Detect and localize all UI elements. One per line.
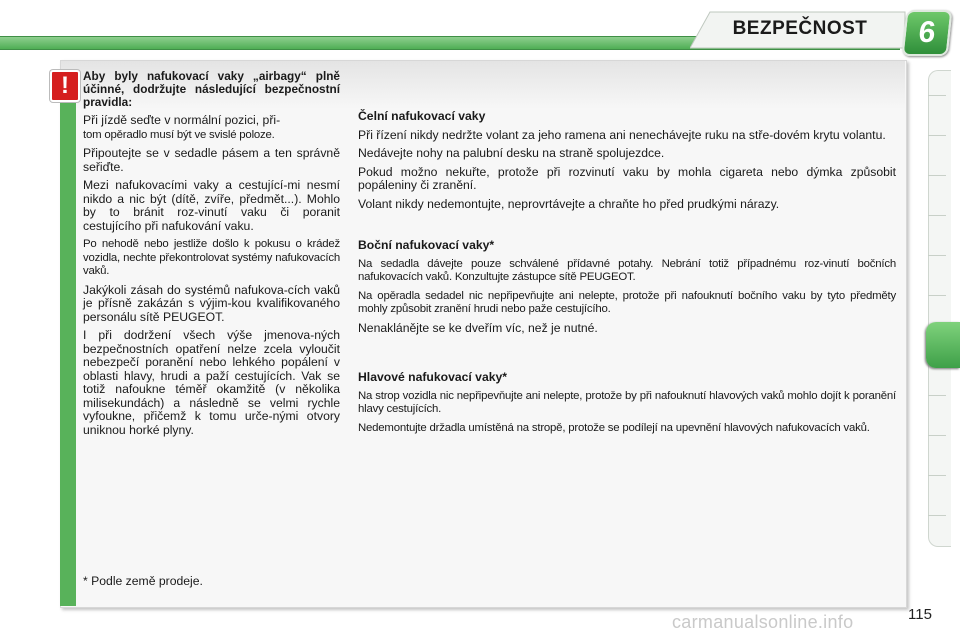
rule-seatbelt: Připoutejte se v sedadle pásem a ten správně seřiďte. <box>83 146 340 174</box>
side-airbags-text: Na opěradla sedadel nic nepřipevňujte ani nelepte, protože při nafouknutí bočního vaku by tyto předměty mohly způsobit zranění hrudi nebo paže cestujícího. <box>358 289 896 315</box>
head-airbags-text: Na strop vozidla nic nepřipevňujte ani nelepte, protože by při nafouknutí hlavových vaků mohlo dojít k poranění hlavy cestujících. <box>358 389 896 415</box>
warning-stripe <box>60 80 76 606</box>
tab-divider <box>928 95 946 96</box>
side-airbags-heading: Boční nafukovací vaky* <box>358 238 495 252</box>
safety-rules-heading: Aby byly nafukovací vaky „airbagy“ plně účinné, dodržujte následující bezpečnostní pravidla: <box>83 69 340 109</box>
rule-clear-space: Mezi nafukovacími vaky a cestující-mi nesmí nikdo a nic být (dítě, zvíře, předmět...). Mohlo by to bránit roz-vinutí vaku či poranit cestujícího při nafukování vaku. <box>83 178 340 233</box>
airbag-sections-column <box>358 110 896 440</box>
tab-divider <box>928 255 946 256</box>
rule-seating <box>83 114 340 142</box>
tab-divider <box>928 435 946 436</box>
tab-divider <box>928 515 946 516</box>
tab-divider <box>928 475 946 476</box>
rule-seating-line2: tom opěradlo musí být ve svislé poloze. <box>83 128 275 141</box>
watermark: carmanualsonline.info <box>672 612 854 632</box>
head-airbags-heading: Hlavové nafukovací vaky* <box>358 370 508 384</box>
tab-divider <box>928 215 946 216</box>
tab-divider <box>928 395 946 396</box>
rule-residual-risk: I při dodržení všech výše jmenova-ných bezpečnostních opatření nelze zcela vyloučit nebezpečí poranění nebo lehkého popálení v oblasti hlavy, hrudi a paží cestujících. Vak se totiž nafoukne téměř okamžitě (v několika milisekundách) a následně se velmi rychle vyfoukne, přičemž k tomu urče-nými otvory uniknou horké plyny. <box>83 328 340 437</box>
side-airbags-text: Na sedadla dávejte pouze schválené přídavné potahy. Nebrání totiž případnému roz-vinutí bočních nafukovacích vaků. Konzultujte zástupce sítě PEUGEOT. <box>358 257 896 283</box>
tab-divider <box>928 295 946 296</box>
rule-seating-line1: Při jízdě seďte v normální pozici, při- <box>83 113 281 127</box>
front-airbags-heading: Čelní nafukovací vaky <box>358 109 486 123</box>
front-airbags-text: Při řízení nikdy nedržte volant za jeho ramena ani nenechávejte ruku na stře-dovém krytu volantu. <box>358 127 886 142</box>
safety-rules-column <box>83 70 340 442</box>
front-airbags-text: Pokud možno nekuřte, protože při rozvinutí vaku by mohla cigareta nebo dýmka způsobit popáleniny či zranění. <box>358 164 896 192</box>
warning-icon: ! <box>50 70 80 102</box>
rule-no-tampering: Jakýkoli zásah do systémů nafukova-cích vaků je přísně zakázán s výjim-kou kvalifikovaného personálu sítě PEUGEOT. <box>83 282 340 324</box>
front-airbags-text: Nedávejte nohy na palubní desku na straně spolujezdce. <box>358 146 665 160</box>
page-number: 115 <box>908 606 932 623</box>
footnote: * Podle země prodeje. <box>83 574 203 588</box>
tab-divider <box>928 135 946 136</box>
side-airbags-text: Nenaklánějte se ke dveřím víc, než je nutné. <box>358 320 598 335</box>
page-title: BEZPEČNOST <box>732 18 868 39</box>
tab-divider <box>928 175 946 176</box>
chapter-number-badge[interactable]: 6 <box>902 10 953 56</box>
rule-after-accident: Po nehodě nebo jestliže došlo k pokusu o krádež vozidla, nechte překontrolovat systémy nafukovacích vaků. <box>83 238 340 277</box>
head-airbags-text: Nedemontujte držadla umístěná na stropě, protože se podílejí na upevnění hlavových nafukovacích vaků. <box>358 421 870 434</box>
chapter-tab-active[interactable] <box>926 322 960 368</box>
front-airbags-text: Volant nikdy nedemontujte, neprovrtávejte a chraňte ho před prudkými nárazy. <box>358 196 780 211</box>
